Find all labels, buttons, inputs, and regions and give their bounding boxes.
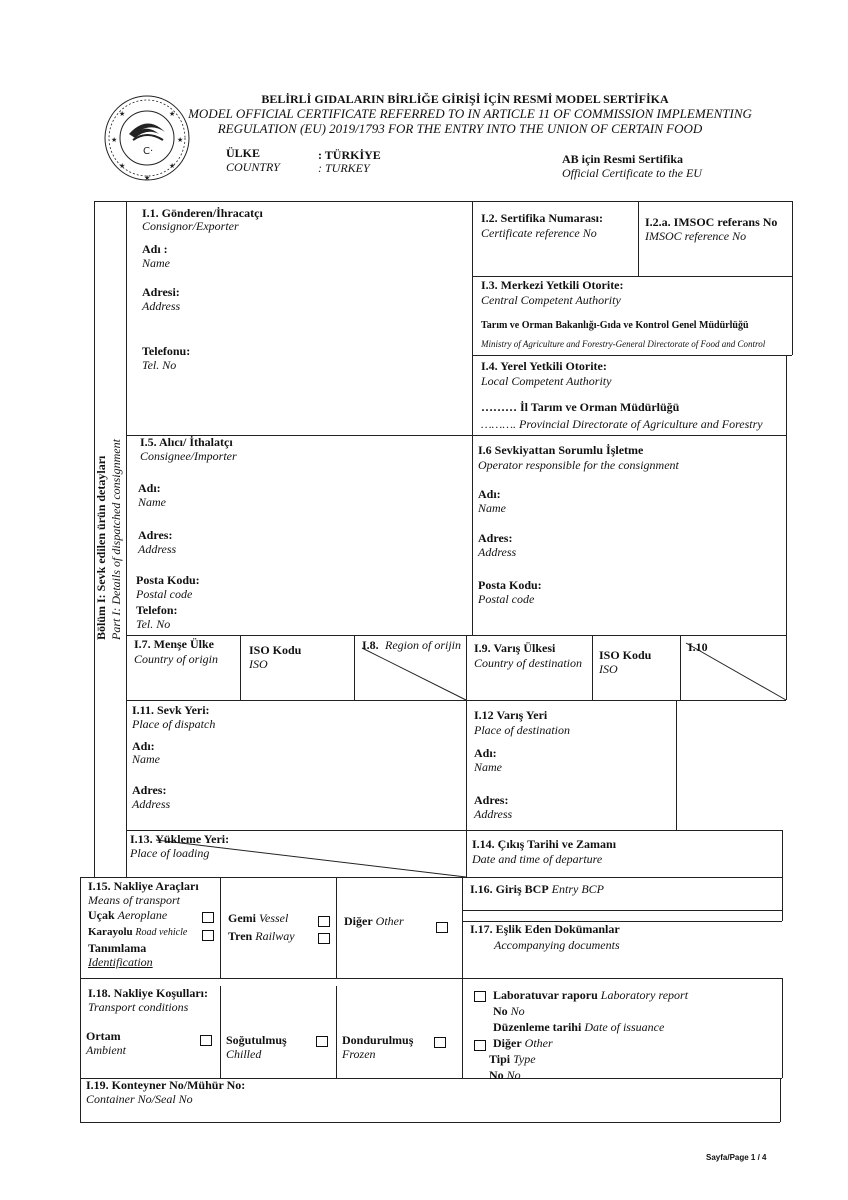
i17-date-en: Date of issuance: [584, 1020, 665, 1034]
cert-label-tr: AB için Resmi Sertifika: [562, 152, 683, 166]
i15-label: I.15. Nakliye Araçları: [88, 879, 199, 893]
i1-tel-label-en: Tel. No: [142, 358, 177, 372]
i4-label-en: Local Competent Authority: [481, 374, 612, 388]
i4-value-en: ………. Provincial Directorate of Agriculture and Forestry: [481, 417, 763, 431]
i6-label: I.6 Sevkiyattan Sorumlu İşletme: [478, 443, 644, 457]
i8-label: I.8.: [362, 638, 379, 652]
i5-tel-label-en: Tel. No: [136, 617, 171, 631]
i12-name-label: Adı:: [474, 746, 497, 760]
i17-no2-en: No: [506, 1068, 521, 1082]
i19-label-en: Container No/Seal No: [86, 1092, 193, 1106]
i15-vessel-label: [228, 911, 288, 926]
i5-address-label-en: Address: [138, 542, 177, 556]
i14-label-en: Date and time of departure: [472, 852, 603, 866]
cert-label-en: Official Certificate to the EU: [562, 166, 702, 180]
i17-label: I.17. Eşlik Eden Dokümanlar: [470, 922, 620, 936]
i15-other-checkbox[interactable]: [436, 922, 448, 933]
i9-label-en: Country of destination: [474, 656, 582, 670]
i1-address-label: Adresi:: [142, 285, 180, 299]
i3-label: I.3. Merkezi Yetkili Otorite:: [481, 278, 624, 292]
i6-address-label: Adres:: [478, 531, 513, 545]
i15-road-en: Road vehicle: [135, 927, 188, 938]
i17-other-label: [493, 1036, 553, 1051]
i7-iso-label-en: ISO: [249, 657, 268, 671]
i6-name-label: Adı:: [478, 487, 501, 501]
svg-text:C·: C·: [143, 146, 154, 157]
i13-label-en: Place of loading: [130, 846, 210, 860]
i7-iso-label: ISO Kodu: [249, 643, 302, 657]
i7-label-en: Country of origin: [134, 652, 219, 666]
i16-label-tr: I.16. Giriş BCP: [470, 882, 549, 896]
i6-address-label-en: Address: [478, 545, 517, 559]
i17-lab-report-en: Laboratory report: [600, 988, 689, 1002]
i18-frozen-label: Dondurulmuş: [342, 1033, 414, 1047]
country-value-en: : TURKEY: [318, 161, 370, 175]
i1-address-label-en: Address: [142, 299, 181, 313]
i16-label-en: Entry BCP: [551, 882, 604, 896]
i5-postal-label-en: Postal code: [136, 587, 193, 601]
i17-lab-report-label: [493, 988, 688, 1003]
svg-text:★: ★: [119, 110, 126, 118]
i4-label: I.4. Yerel Yetkili Otorite:: [481, 359, 607, 373]
i2-label: I.2. Sertifika Numarası:: [481, 211, 603, 225]
country-value-tr: : TÜRKİYE: [318, 148, 381, 162]
i15-other-tr: Diğer: [344, 914, 373, 928]
i17-type-label: [489, 1052, 536, 1067]
i11-name-label: Adı:: [132, 739, 155, 753]
i12-label: I.12 Varış Yeri: [474, 708, 548, 722]
i3-value: Tarım ve Orman Bakanlığı-Gıda ve Kontrol Genel Müdürlüğü: [481, 320, 749, 331]
i11-address-label: Adres:: [132, 783, 167, 797]
i15-identification-label-en: Identification: [88, 955, 153, 969]
i2a-label-en: IMSOC reference No: [645, 229, 747, 243]
i17-type-tr: Tipi: [489, 1052, 511, 1066]
i6-name-label-en: Name: [478, 501, 506, 515]
i11-name-label-en: Name: [132, 752, 160, 766]
i1-name-label: Adı :: [142, 242, 168, 256]
i12-name-label-en: Name: [474, 760, 502, 774]
i17-no-tr: No: [493, 1004, 508, 1018]
i17-label-en: Accompanying documents: [494, 938, 620, 952]
i9-label: I.9. Varış Ülkesi: [474, 641, 556, 655]
i19-label: I.19. Konteyner No/Mühür No:: [86, 1078, 246, 1092]
i15-aeroplane-label: [88, 908, 167, 923]
i18-label-en: Transport conditions: [88, 1000, 189, 1014]
i2a-label: I.2.a. IMSOC referans No: [645, 215, 778, 229]
i3-value-en: Ministry of Agriculture and Forestry-General Directorate of Food and Control: [481, 339, 766, 349]
i6-postal-label: Posta Kodu:: [478, 578, 542, 592]
i15-aeroplane-en: Aeroplane: [117, 908, 168, 922]
i7-label: I.7. Menşe Ülke: [134, 637, 214, 651]
i18-chilled-label: Soğutulmuş: [226, 1033, 287, 1047]
i1-label-en: Consignor/Exporter: [142, 219, 239, 233]
i16-label: [470, 882, 604, 897]
i14-label: I.14. Çıkış Tarihi ve Zamanı: [472, 837, 617, 851]
i17-other-tr: Diğer: [493, 1036, 522, 1050]
i17-other-checkbox[interactable]: [474, 1040, 486, 1051]
i15-identification-label: Tanımlama: [88, 941, 147, 955]
i15-railway-label: [228, 929, 295, 944]
i15-vessel-tr: Gemi: [228, 911, 256, 925]
i15-vessel-checkbox[interactable]: [318, 916, 330, 927]
i5-label: I.5. Alıcı/ İthalatçı: [140, 435, 233, 449]
i5-tel-label: Telefon:: [136, 603, 178, 617]
i3-label-en: Central Competent Authority: [481, 293, 621, 307]
i1-label: I.1. Gönderen/İhracatçı: [142, 206, 263, 220]
i13-label: I.13. Yükleme Yeri:: [130, 832, 230, 846]
i6-postal-label-en: Postal code: [478, 592, 535, 606]
i5-postal-label: Posta Kodu:: [136, 573, 200, 587]
i11-label-en: Place of dispatch: [132, 717, 216, 731]
i15-road-label: [88, 926, 187, 938]
i2-label-en: Certificate reference No: [481, 226, 597, 240]
i9-iso-label-en: ISO: [599, 662, 618, 676]
i12-label-en: Place of destination: [474, 723, 570, 737]
i18-ambient-label: Ortam: [86, 1029, 121, 1043]
i1-name-label-en: Name: [142, 256, 170, 270]
country-label-en: COUNTRY: [226, 160, 280, 174]
svg-text:★: ★: [111, 136, 118, 144]
i15-road-checkbox[interactable]: [202, 930, 214, 941]
i18-frozen-label-en: Frozen: [342, 1047, 376, 1061]
i15-railway-en: Railway: [255, 929, 295, 943]
i18-ambient-checkbox[interactable]: [200, 1035, 212, 1046]
i17-no-en: No: [510, 1004, 525, 1018]
svg-text:★: ★: [119, 162, 126, 170]
i17-lab-report-checkbox[interactable]: [474, 991, 486, 1002]
part1-label-en: Part I: Details of dispatched consignment: [109, 439, 123, 640]
country-label-tr: ÜLKE: [226, 146, 261, 160]
i15-other-label: [344, 914, 404, 929]
i17-no2-tr: No: [489, 1068, 504, 1082]
i18-label: I.18. Nakliye Koşulları:: [88, 986, 209, 1000]
i17-no-label: [493, 1004, 525, 1019]
i17-date-label: [493, 1020, 664, 1035]
i4-value: ……… İl Tarım ve Orman Müdürlüğü: [481, 400, 680, 414]
page-number: Sayfa/Page 1 / 4: [706, 1153, 767, 1162]
i1-tel-label: Telefonu:: [142, 344, 191, 358]
i11-label: I.11. Sevk Yeri:: [132, 703, 210, 717]
i17-no2-label: [489, 1068, 521, 1083]
svg-text:★: ★: [144, 174, 151, 182]
i18-chilled-label-en: Chilled: [226, 1047, 262, 1061]
part1-label-tr: Bölüm I: Sevk edilen ürün detayları: [94, 455, 108, 640]
i17-date-tr: Düzenleme tarihi: [493, 1020, 582, 1034]
i18-chilled-checkbox[interactable]: [316, 1036, 328, 1047]
i15-other-en: Other: [375, 914, 404, 928]
i15-vessel-en: Vessel: [259, 911, 289, 925]
i6-label-en: Operator responsible for the consignment: [478, 458, 679, 472]
i12-address-label-en: Address: [474, 807, 513, 821]
i15-label-en: Means of transport: [88, 893, 181, 907]
i11-address-label-en: Address: [132, 797, 171, 811]
svg-text:★: ★: [169, 110, 176, 118]
i12-address-label: Adres:: [474, 793, 509, 807]
i10-label: I.10: [688, 640, 708, 654]
i5-address-label: Adres:: [138, 528, 173, 542]
i15-railway-tr: Tren: [228, 929, 253, 943]
i15-aeroplane-checkbox[interactable]: [202, 912, 214, 923]
i5-label-en: Consignee/Importer: [140, 449, 237, 463]
i5-name-label: Adı:: [138, 481, 161, 495]
svg-text:★: ★: [177, 136, 184, 144]
i5-name-label-en: Name: [138, 495, 166, 509]
i17-other-en: Other: [524, 1036, 553, 1050]
title-en-line2: REGULATION (EU) 2019/1793 FOR THE ENTRY INTO THE UNION OF CERTAIN FOOD: [217, 121, 703, 136]
title-tr: BELİRLİ GIDALARIN BİRLİĞE GİRİŞİ İÇİN RESMİ MODEL SERTİFİKA: [261, 92, 669, 106]
title-en-line1: MODEL OFFICIAL CERTIFICATE REFERRED TO IN ARTICLE 11 OF COMMISSION IMPLEMENTING: [188, 106, 752, 121]
i15-aeroplane-tr: Uçak: [88, 908, 115, 922]
i15-railway-checkbox[interactable]: [318, 933, 330, 944]
svg-text:★: ★: [169, 162, 176, 170]
i18-ambient-label-en: Ambient: [86, 1043, 126, 1057]
i8-label-en: Region of orijin: [385, 638, 461, 652]
i18-frozen-checkbox[interactable]: [434, 1037, 446, 1048]
i15-road-tr: Karayolu: [88, 926, 133, 938]
i9-iso-label: ISO Kodu: [599, 648, 652, 662]
i17-lab-report-tr: Laboratuvar raporu: [493, 988, 598, 1002]
i17-type-en: Type: [513, 1052, 536, 1066]
